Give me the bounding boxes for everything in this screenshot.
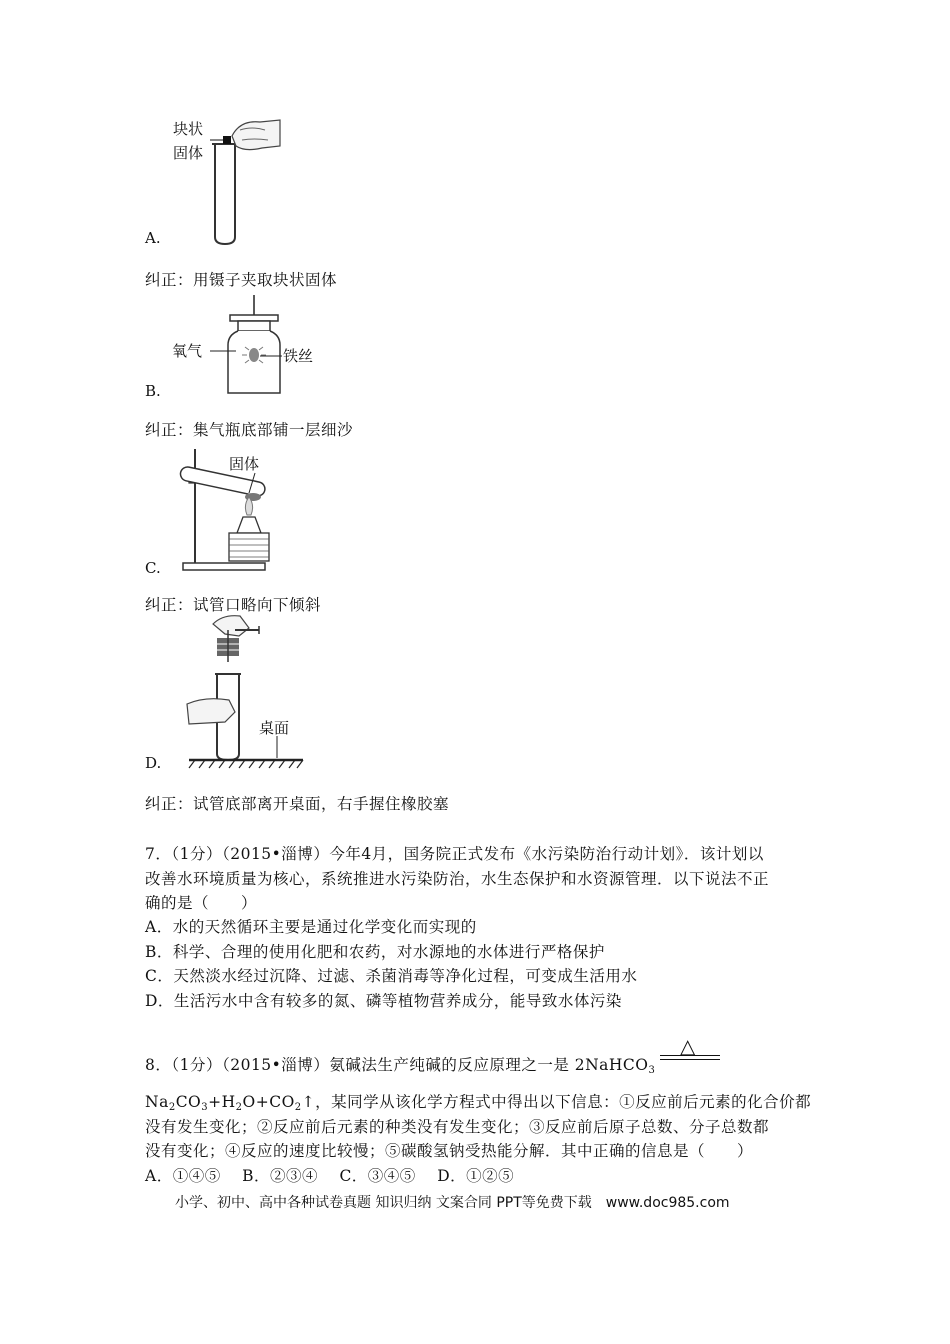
q8-na: Na (145, 1093, 169, 1111)
q8-stem-line4: 没有变化；④反应的速度比较慢；⑤碳酸氢钠受热能分解．其中正确的信息是（ ） (145, 1142, 754, 1160)
figure-c-correction: 纠正：试管口略向下倾斜 (145, 596, 322, 614)
q8-sub1: 2 (168, 1102, 176, 1113)
label-solid: 固体 (229, 455, 260, 473)
q8-co: CO (175, 1093, 202, 1111)
q7-option-a: A．水的天然循环主要是通过化学变化而实现的 (145, 918, 477, 936)
figure-d-insert-stopper (185, 612, 310, 772)
figure-c-letter: C. (145, 559, 161, 577)
q8-sub4: 2 (294, 1102, 302, 1113)
figure-b-iron-wire-in-oxygen (170, 293, 330, 403)
figure-a-correction: 纠正：用镊子夹取块状固体 (145, 271, 338, 289)
q8-rest: ↑，某同学从该化学方程式中得出以下信息：①反应前后元素的化合价都 (301, 1093, 812, 1111)
label-iron-wire: 铁丝 (283, 347, 314, 365)
q8-stem-line2 (145, 1090, 811, 1113)
figure-d-letter: D. (145, 754, 162, 772)
q8-h: +H (208, 1093, 236, 1111)
q8-stem-line3: 没有发生变化；②反应前后元素的种类没有发生变化；③反应前后原子总数、分子总数都 (145, 1118, 770, 1136)
figure-d-correction: 纠正：试管底部离开桌面，右手握住橡胶塞 (145, 795, 450, 813)
q7-stem-line1: 7．（1分）（2015•淄博）今年4月，国务院正式发布《水污染防治行动计划》．该计划以 (145, 845, 764, 863)
figure-c-heating-solid (175, 445, 305, 580)
label-desk-surface: 桌面 (259, 719, 290, 737)
q7-option-c: C．天然淡水经过沉降、过滤、杀菌消毒等净化过程，可变成生活用水 (145, 967, 638, 985)
q7-option-d: D．生活污水中含有较多的氮、磷等植物营养成分，能导致水体污染 (145, 992, 622, 1010)
heat-symbol: △ (680, 1034, 696, 1058)
figure-a-test-tube-solid (170, 112, 285, 247)
figure-a-letter: A. (145, 229, 161, 247)
q7-stem-line2: 改善水环境质量为核心，系统推进水污染防治，水生态保护和水资源管理．以下说法不正 (145, 870, 770, 888)
q7-option-b: B．科学、合理的使用化肥和农药，对水源地的水体进行严格保护 (145, 943, 605, 961)
heat-equals-sign (660, 1036, 720, 1064)
q8-sub3: 2 (235, 1102, 243, 1113)
figure-b-correction: 纠正：集气瓶底部铺一层细沙 (145, 421, 354, 439)
q8-sub2: 3 (201, 1102, 209, 1113)
q8-oco: O+CO (242, 1093, 295, 1111)
q8-options: A．①④⑤ B．②③④ C．③④⑤ D．①②⑤ (145, 1167, 515, 1185)
q8-stem-line1 (145, 1053, 655, 1076)
q8-sub: 3 (648, 1065, 656, 1076)
label-block-solid-1: 块状 (173, 120, 204, 138)
label-block-solid-2: 固体 (173, 144, 204, 162)
q7-stem-line3: 确的是（ ） (145, 894, 258, 912)
figure-b-letter: B. (145, 382, 161, 400)
label-oxygen: 氧气 (172, 342, 203, 360)
page-footer: 小学、初中、高中各种试卷真题 知识归纳 文案合同 PPT等免费下载 www.doc985.com (175, 1195, 730, 1211)
q8-stem-text: 8．（1分）（2015•淄博）氨碱法生产纯碱的反应原理之一是 2NaHCO (145, 1056, 649, 1074)
